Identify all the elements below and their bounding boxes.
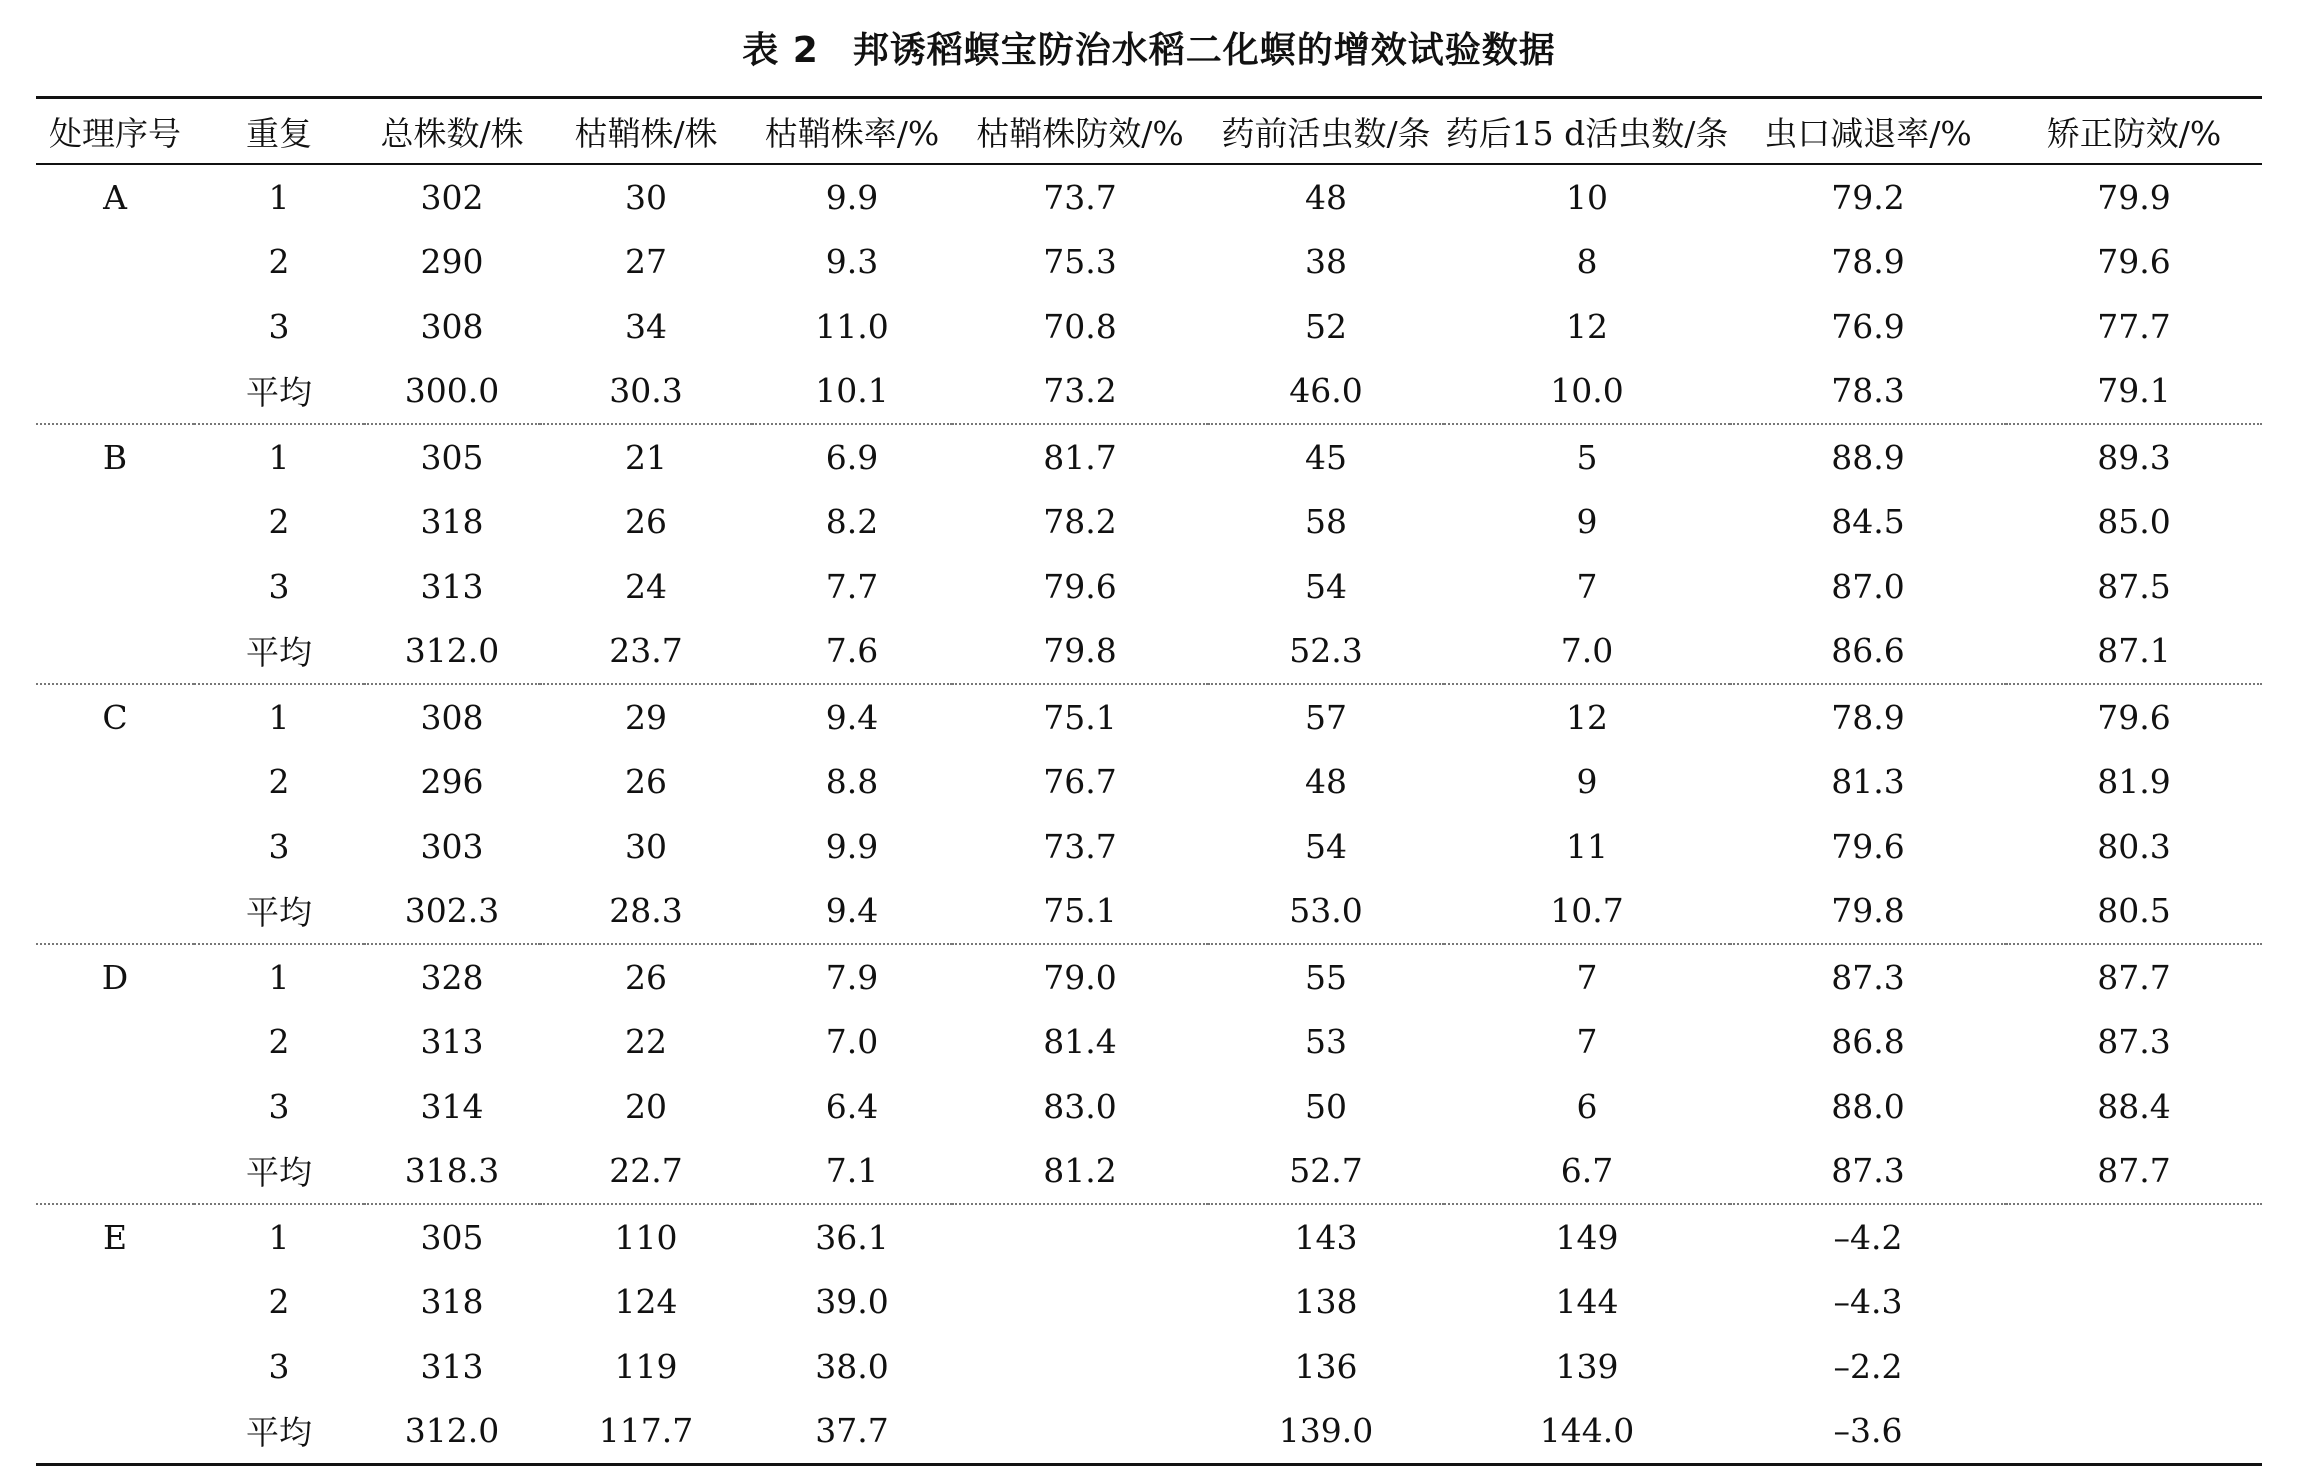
cell-total-plants: 318 bbox=[420, 1282, 484, 1322]
cell-replicate: 平均 bbox=[194, 359, 364, 425]
cell-dead-sheath-plants: 30.3 bbox=[540, 359, 752, 425]
cell-larvae-before: 138 bbox=[1294, 1282, 1358, 1322]
cell-dead-sheath-efficacy: 73.7 bbox=[1043, 177, 1117, 217]
table-row bbox=[36, 1334, 2262, 1399]
cell-replicate: 2 bbox=[268, 502, 290, 542]
cell-population-decline: –3.6 bbox=[1730, 1399, 2006, 1465]
cell-dead-sheath-rate: 8.8 bbox=[825, 762, 879, 802]
data-table bbox=[36, 96, 2262, 1466]
cell-replicate: 1 bbox=[268, 957, 290, 997]
cell-replicate: 3 bbox=[268, 1346, 290, 1386]
cell-dead-sheath-efficacy: 79.0 bbox=[1043, 957, 1117, 997]
header-corrected-efficacy: 矫正防效/% bbox=[2046, 113, 2222, 153]
cell-corrected-efficacy: 79.9 bbox=[2097, 177, 2171, 217]
cell-treatment bbox=[36, 554, 194, 619]
cell-dead-sheath-efficacy: 70.8 bbox=[1043, 306, 1117, 346]
cell-larvae-after: 144 bbox=[1555, 1282, 1619, 1322]
cell-dead-sheath-plants: 20 bbox=[625, 1086, 667, 1126]
cell-larvae-before: 53 bbox=[1305, 1022, 1347, 1062]
cell-corrected-efficacy bbox=[2006, 1399, 2262, 1465]
cell-replicate: 2 bbox=[268, 242, 290, 282]
cell-corrected-efficacy: 87.3 bbox=[2097, 1022, 2171, 1062]
cell-population-decline: 81.3 bbox=[1831, 762, 1905, 802]
table-row bbox=[36, 164, 2262, 230]
cell-larvae-before: 143 bbox=[1294, 1217, 1358, 1257]
cell-dead-sheath-plants: 30 bbox=[625, 177, 667, 217]
cell-population-decline: 87.0 bbox=[1831, 566, 1905, 606]
cell-treatment bbox=[36, 359, 194, 425]
cell-corrected-efficacy: 89.3 bbox=[2097, 437, 2171, 477]
table-row bbox=[36, 490, 2262, 555]
cell-treatment bbox=[36, 879, 194, 945]
cell-dead-sheath-plants: 26 bbox=[625, 502, 667, 542]
cell-total-plants: 296 bbox=[420, 762, 484, 802]
cell-dead-sheath-efficacy: 75.1 bbox=[952, 879, 1208, 945]
cell-dead-sheath-rate: 10.1 bbox=[752, 359, 952, 425]
header-dead-sheath-efficacy: 枯鞘株防效/% bbox=[976, 113, 1184, 153]
cell-larvae-before: 136 bbox=[1294, 1346, 1358, 1386]
cell-dead-sheath-rate: 37.7 bbox=[752, 1399, 952, 1465]
cell-total-plants: 308 bbox=[420, 306, 484, 346]
cell-dead-sheath-plants: 22 bbox=[625, 1022, 667, 1062]
table-row bbox=[36, 814, 2262, 879]
header-dead-sheath-rate: 枯鞘株率/% bbox=[764, 113, 940, 153]
cell-population-decline: –2.2 bbox=[1833, 1346, 1903, 1386]
cell-dead-sheath-rate: 6.9 bbox=[825, 437, 879, 477]
cell-dead-sheath-efficacy: 79.6 bbox=[1043, 566, 1117, 606]
cell-dead-sheath-rate: 9.4 bbox=[752, 879, 952, 945]
treatment-group bbox=[36, 684, 2262, 944]
cell-larvae-before: 52.3 bbox=[1208, 619, 1444, 685]
cell-total-plants: 318.3 bbox=[364, 1139, 540, 1205]
header-row bbox=[36, 98, 2262, 165]
cell-replicate: 3 bbox=[268, 1086, 290, 1126]
cell-treatment bbox=[36, 814, 194, 879]
cell-larvae-before: 54 bbox=[1305, 566, 1347, 606]
cell-total-plants: 312.0 bbox=[364, 619, 540, 685]
cell-dead-sheath-rate: 7.0 bbox=[825, 1022, 879, 1062]
cell-treatment: A bbox=[103, 177, 127, 217]
cell-replicate: 3 bbox=[268, 306, 290, 346]
cell-larvae-after: 11 bbox=[1566, 826, 1608, 866]
cell-larvae-before: 139.0 bbox=[1208, 1399, 1444, 1465]
cell-replicate: 3 bbox=[268, 826, 290, 866]
cell-dead-sheath-rate: 7.6 bbox=[752, 619, 952, 685]
cell-population-decline: 87.3 bbox=[1831, 957, 1905, 997]
cell-population-decline: 76.9 bbox=[1831, 306, 1905, 346]
cell-larvae-after: 139 bbox=[1555, 1346, 1619, 1386]
cell-treatment bbox=[36, 294, 194, 359]
cell-total-plants: 328 bbox=[420, 957, 484, 997]
cell-treatment: E bbox=[102, 1217, 128, 1257]
cell-dead-sheath-rate: 9.4 bbox=[825, 697, 879, 737]
cell-population-decline: 84.5 bbox=[1831, 502, 1905, 542]
cell-total-plants: 300.0 bbox=[364, 359, 540, 425]
cell-larvae-after: 10.0 bbox=[1444, 359, 1730, 425]
header-treatment: 处理序号 bbox=[49, 113, 181, 153]
cell-total-plants: 314 bbox=[420, 1086, 484, 1126]
cell-total-plants: 313 bbox=[420, 1346, 484, 1386]
cell-total-plants: 313 bbox=[420, 1022, 484, 1062]
cell-corrected-efficacy: 85.0 bbox=[2097, 502, 2171, 542]
cell-corrected-efficacy: 80.3 bbox=[2097, 826, 2171, 866]
cell-treatment bbox=[36, 230, 194, 295]
cell-population-decline: 88.0 bbox=[1831, 1086, 1905, 1126]
cell-corrected-efficacy: 79.1 bbox=[2006, 359, 2262, 425]
cell-dead-sheath-rate: 7.9 bbox=[825, 957, 879, 997]
cell-dead-sheath-efficacy: 73.7 bbox=[1043, 826, 1117, 866]
cell-treatment: C bbox=[102, 697, 128, 737]
cell-replicate: 1 bbox=[268, 437, 290, 477]
cell-corrected-efficacy bbox=[2006, 1270, 2262, 1335]
cell-dead-sheath-efficacy: 83.0 bbox=[1043, 1086, 1117, 1126]
treatment-group bbox=[36, 164, 2262, 424]
cell-replicate: 2 bbox=[268, 762, 290, 802]
cell-total-plants: 290 bbox=[420, 242, 484, 282]
cell-dead-sheath-rate: 36.1 bbox=[815, 1217, 889, 1257]
table-caption bbox=[0, 22, 2298, 73]
table-row bbox=[36, 684, 2262, 750]
cell-dead-sheath-efficacy: 73.2 bbox=[952, 359, 1208, 425]
cell-corrected-efficacy: 81.9 bbox=[2097, 762, 2171, 802]
cell-population-decline: 86.8 bbox=[1831, 1022, 1905, 1062]
cell-treatment bbox=[36, 1270, 194, 1335]
cell-dead-sheath-efficacy: 75.1 bbox=[1043, 697, 1117, 737]
cell-dead-sheath-efficacy: 75.3 bbox=[1043, 242, 1117, 282]
cell-total-plants: 303 bbox=[420, 826, 484, 866]
cell-population-decline: 78.9 bbox=[1831, 697, 1905, 737]
cell-dead-sheath-rate: 9.9 bbox=[825, 826, 879, 866]
cell-treatment bbox=[36, 1399, 194, 1465]
cell-replicate: 1 bbox=[268, 1217, 290, 1257]
table-row bbox=[36, 554, 2262, 619]
cell-larvae-after: 7 bbox=[1576, 566, 1598, 606]
cell-larvae-after: 10.7 bbox=[1444, 879, 1730, 945]
cell-total-plants: 313 bbox=[420, 566, 484, 606]
cell-total-plants: 302 bbox=[420, 177, 484, 217]
table-row bbox=[36, 1139, 2262, 1205]
header-larvae-before: 药前活虫数/条 bbox=[1221, 113, 1431, 153]
cell-dead-sheath-rate: 11.0 bbox=[815, 306, 889, 346]
cell-dead-sheath-efficacy: 76.7 bbox=[1043, 762, 1117, 802]
cell-treatment bbox=[36, 1139, 194, 1205]
cell-dead-sheath-efficacy bbox=[952, 1334, 1208, 1399]
cell-treatment bbox=[36, 1010, 194, 1075]
cell-replicate: 平均 bbox=[194, 879, 364, 945]
header-replicate: 重复 bbox=[246, 113, 312, 153]
cell-treatment bbox=[36, 490, 194, 555]
cell-population-decline: 79.6 bbox=[1831, 826, 1905, 866]
table-row bbox=[36, 750, 2262, 815]
cell-larvae-after: 8 bbox=[1576, 242, 1598, 282]
cell-treatment bbox=[36, 1334, 194, 1399]
cell-larvae-after: 9 bbox=[1576, 762, 1598, 802]
cell-corrected-efficacy bbox=[2006, 1334, 2262, 1399]
table-title: 邦诱稻螟宝防治水稻二化螟的增效试验数据 bbox=[852, 30, 1556, 71]
cell-treatment: D bbox=[101, 957, 129, 997]
cell-dead-sheath-rate: 8.2 bbox=[825, 502, 879, 542]
header-population-decline: 虫口减退率/% bbox=[1764, 113, 1972, 153]
table-row bbox=[36, 1270, 2262, 1335]
cell-larvae-before: 54 bbox=[1305, 826, 1347, 866]
cell-population-decline: –4.3 bbox=[1833, 1282, 1903, 1322]
cell-replicate: 1 bbox=[268, 697, 290, 737]
table-header bbox=[36, 98, 2262, 165]
treatment-group bbox=[36, 424, 2262, 684]
cell-dead-sheath-efficacy: 78.2 bbox=[1043, 502, 1117, 542]
cell-population-decline: 78.9 bbox=[1831, 242, 1905, 282]
cell-dead-sheath-efficacy: 81.4 bbox=[1043, 1022, 1117, 1062]
cell-larvae-after: 9 bbox=[1576, 502, 1598, 542]
cell-dead-sheath-plants: 21 bbox=[625, 437, 667, 477]
cell-dead-sheath-plants: 27 bbox=[625, 242, 667, 282]
cell-larvae-after: 12 bbox=[1566, 306, 1608, 346]
cell-larvae-after: 5 bbox=[1576, 437, 1598, 477]
cell-larvae-before: 53.0 bbox=[1208, 879, 1444, 945]
cell-replicate: 2 bbox=[268, 1282, 290, 1322]
cell-corrected-efficacy: 79.6 bbox=[2097, 697, 2171, 737]
treatment-group bbox=[36, 1204, 2262, 1465]
table-row bbox=[36, 1010, 2262, 1075]
cell-population-decline: 78.3 bbox=[1730, 359, 2006, 425]
cell-dead-sheath-efficacy: 79.8 bbox=[952, 619, 1208, 685]
cell-larvae-after: 144.0 bbox=[1444, 1399, 1730, 1465]
cell-dead-sheath-plants: 22.7 bbox=[540, 1139, 752, 1205]
table-row bbox=[36, 424, 2262, 490]
cell-corrected-efficacy: 87.7 bbox=[2006, 1139, 2262, 1205]
cell-dead-sheath-efficacy: 81.2 bbox=[952, 1139, 1208, 1205]
cell-corrected-efficacy: 87.7 bbox=[2097, 957, 2171, 997]
cell-treatment bbox=[36, 1074, 194, 1139]
cell-dead-sheath-plants: 30 bbox=[625, 826, 667, 866]
cell-replicate: 2 bbox=[268, 1022, 290, 1062]
cell-corrected-efficacy: 80.5 bbox=[2006, 879, 2262, 945]
cell-larvae-after: 6.7 bbox=[1444, 1139, 1730, 1205]
cell-dead-sheath-plants: 124 bbox=[614, 1282, 678, 1322]
cell-population-decline: –4.2 bbox=[1833, 1217, 1903, 1257]
cell-replicate: 3 bbox=[268, 566, 290, 606]
cell-dead-sheath-plants: 110 bbox=[614, 1217, 678, 1257]
cell-larvae-before: 55 bbox=[1305, 957, 1347, 997]
cell-population-decline: 79.8 bbox=[1730, 879, 2006, 945]
cell-larvae-before: 45 bbox=[1305, 437, 1347, 477]
cell-total-plants: 305 bbox=[420, 1217, 484, 1257]
cell-dead-sheath-plants: 29 bbox=[625, 697, 667, 737]
table-row bbox=[36, 230, 2262, 295]
cell-dead-sheath-plants: 28.3 bbox=[540, 879, 752, 945]
cell-dead-sheath-plants: 34 bbox=[625, 306, 667, 346]
cell-total-plants: 305 bbox=[420, 437, 484, 477]
cell-total-plants: 312.0 bbox=[364, 1399, 540, 1465]
treatment-group bbox=[36, 944, 2262, 1204]
cell-larvae-after: 7 bbox=[1576, 957, 1598, 997]
cell-dead-sheath-efficacy bbox=[952, 1204, 1208, 1270]
cell-dead-sheath-rate: 39.0 bbox=[815, 1282, 889, 1322]
cell-larvae-after: 7 bbox=[1576, 1022, 1598, 1062]
cell-dead-sheath-plants: 117.7 bbox=[540, 1399, 752, 1465]
cell-dead-sheath-rate: 7.1 bbox=[752, 1139, 952, 1205]
cell-dead-sheath-efficacy bbox=[952, 1270, 1208, 1335]
cell-replicate: 平均 bbox=[194, 1399, 364, 1465]
cell-dead-sheath-rate: 7.7 bbox=[825, 566, 879, 606]
header-larvae-after: 药后15 d活虫数/条 bbox=[1445, 113, 1729, 153]
cell-larvae-before: 46.0 bbox=[1208, 359, 1444, 425]
cell-corrected-efficacy: 87.1 bbox=[2006, 619, 2262, 685]
cell-population-decline: 86.6 bbox=[1730, 619, 2006, 685]
cell-dead-sheath-rate: 6.4 bbox=[825, 1086, 879, 1126]
cell-larvae-after: 149 bbox=[1555, 1217, 1619, 1257]
cell-dead-sheath-efficacy bbox=[952, 1399, 1208, 1465]
cell-larvae-before: 50 bbox=[1305, 1086, 1347, 1126]
cell-dead-sheath-rate: 38.0 bbox=[815, 1346, 889, 1386]
header-dead-sheath-plants: 枯鞘株/株 bbox=[574, 113, 718, 153]
table-row bbox=[36, 1074, 2262, 1139]
cell-population-decline: 87.3 bbox=[1730, 1139, 2006, 1205]
cell-dead-sheath-plants: 119 bbox=[614, 1346, 678, 1386]
cell-dead-sheath-plants: 23.7 bbox=[540, 619, 752, 685]
table-row bbox=[36, 1399, 2262, 1465]
cell-population-decline: 88.9 bbox=[1831, 437, 1905, 477]
cell-larvae-before: 52.7 bbox=[1208, 1139, 1444, 1205]
cell-total-plants: 302.3 bbox=[364, 879, 540, 945]
cell-corrected-efficacy: 77.7 bbox=[2097, 306, 2171, 346]
table-row bbox=[36, 619, 2262, 685]
cell-total-plants: 318 bbox=[420, 502, 484, 542]
cell-treatment bbox=[36, 750, 194, 815]
table-label: 表 2 bbox=[742, 30, 819, 71]
cell-dead-sheath-plants: 26 bbox=[625, 957, 667, 997]
table-row bbox=[36, 944, 2262, 1010]
cell-larvae-before: 38 bbox=[1305, 242, 1347, 282]
table-row bbox=[36, 359, 2262, 425]
cell-corrected-efficacy: 79.6 bbox=[2097, 242, 2171, 282]
cell-corrected-efficacy bbox=[2006, 1204, 2262, 1270]
cell-larvae-after: 7.0 bbox=[1444, 619, 1730, 685]
cell-larvae-after: 6 bbox=[1576, 1086, 1598, 1126]
table-row bbox=[36, 294, 2262, 359]
cell-treatment: B bbox=[102, 437, 128, 477]
table-row bbox=[36, 1204, 2262, 1270]
cell-corrected-efficacy: 88.4 bbox=[2097, 1086, 2171, 1126]
cell-replicate: 平均 bbox=[194, 619, 364, 685]
cell-treatment bbox=[36, 619, 194, 685]
cell-dead-sheath-rate: 9.9 bbox=[825, 177, 879, 217]
cell-replicate: 1 bbox=[268, 177, 290, 217]
cell-dead-sheath-rate: 9.3 bbox=[825, 242, 879, 282]
cell-dead-sheath-efficacy: 81.7 bbox=[1043, 437, 1117, 477]
cell-total-plants: 308 bbox=[420, 697, 484, 737]
cell-larvae-after: 10 bbox=[1566, 177, 1608, 217]
cell-corrected-efficacy: 87.5 bbox=[2097, 566, 2171, 606]
cell-dead-sheath-plants: 24 bbox=[625, 566, 667, 606]
header-total-plants: 总株数/株 bbox=[380, 113, 524, 153]
cell-larvae-after: 12 bbox=[1566, 697, 1608, 737]
cell-replicate: 平均 bbox=[194, 1139, 364, 1205]
cell-population-decline: 79.2 bbox=[1831, 177, 1905, 217]
cell-larvae-before: 58 bbox=[1305, 502, 1347, 542]
cell-larvae-before: 57 bbox=[1305, 697, 1347, 737]
table-row bbox=[36, 879, 2262, 945]
cell-larvae-before: 52 bbox=[1305, 306, 1347, 346]
cell-larvae-before: 48 bbox=[1305, 762, 1347, 802]
cell-larvae-before: 48 bbox=[1305, 177, 1347, 217]
cell-dead-sheath-plants: 26 bbox=[625, 762, 667, 802]
